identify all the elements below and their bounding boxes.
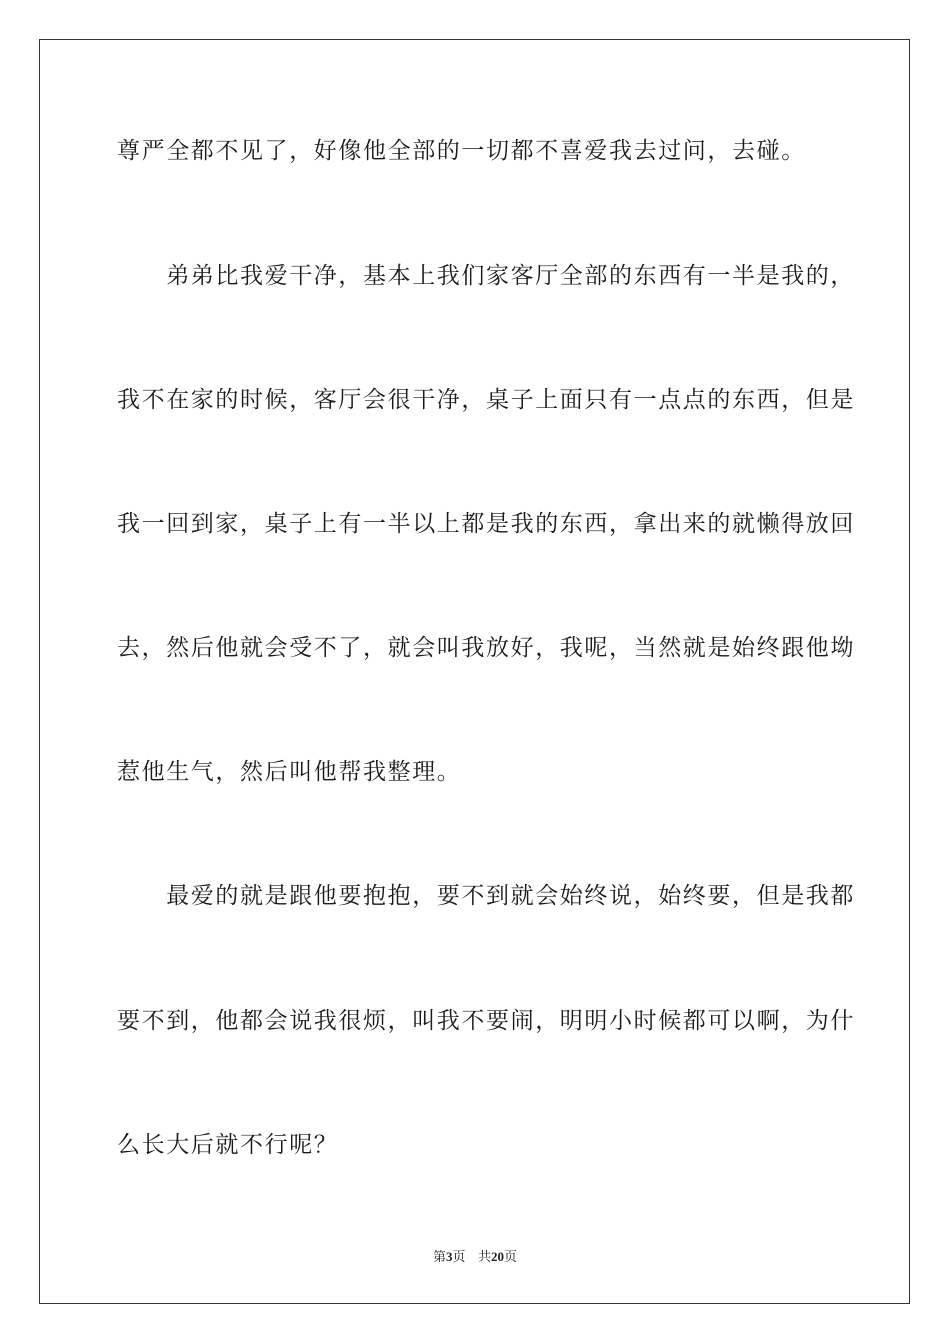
- page-label-suffix: 页: [452, 1250, 466, 1265]
- text-line: 我不在家的时候，客厅会很干净，桌子上面只有一点点的东西，但是: [117, 387, 855, 413]
- total-label-suffix: 页: [503, 1250, 517, 1265]
- text-line: 去，然后他就会受不了，就会叫我放好，我呢，当然就是始终跟他坳: [117, 635, 855, 661]
- total-page-number: 20: [490, 1249, 504, 1264]
- text-line: 弟弟比我爱干净，基本上我们家客厅全部的东西有一半是我的，: [117, 263, 855, 289]
- current-page-number: 3: [446, 1249, 453, 1264]
- text-line: 尊严全都不见了，好像他全部的一切都不喜爱我去过问，去碰。: [117, 138, 806, 164]
- text-line: 惹他生气，然后叫他帮我整理。: [117, 759, 462, 785]
- text-line: 么长大后就不行呢？: [117, 1132, 339, 1158]
- page-label-prefix: 第: [433, 1250, 447, 1265]
- text-line: 我一回到家，桌子上有一半以上都是我的东西，拿出来的就懒得放回: [117, 511, 855, 537]
- page-border: [39, 39, 910, 1304]
- text-line: 最爱的就是跟他要抱抱，要不到就会始终说，始终要，但是我都: [117, 883, 855, 909]
- page-footer: [0, 1248, 950, 1267]
- text-line: 要不到，他都会说我很烦，叫我不要闹，明明小时候都可以啊，为什: [117, 1008, 855, 1034]
- total-label-prefix: 共: [477, 1250, 491, 1265]
